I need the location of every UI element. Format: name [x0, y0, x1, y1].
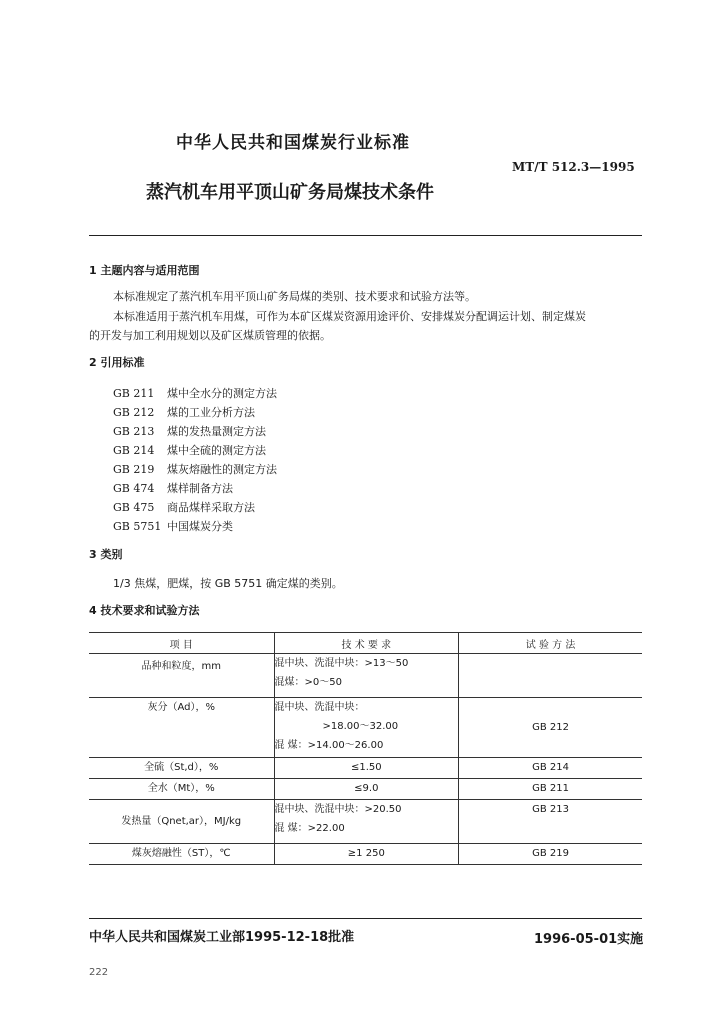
section-3-heading: 3 类别	[89, 548, 123, 561]
table-cell-method: GB 214	[459, 758, 642, 779]
effective-date: 1996-05-01实施	[534, 932, 644, 947]
table-cell-requirement: 混中块、洗混中块： >18.00～32.00 混 煤：>14.00～26.00	[274, 698, 459, 758]
table-header-row	[89, 633, 642, 654]
section-1-para-2: 本标准适用于蒸汽机车用煤，可作为本矿区煤炭资源用途评价、安排煤炭分配调运计划、制定煤炭	[113, 310, 586, 323]
reference-item: GB 212 煤的工业分析方法	[113, 406, 255, 419]
org-standard-title: 中华人民共和国煤炭行业标准	[176, 133, 410, 153]
table-cell-item: 煤灰熔融性（ST），℃	[89, 844, 274, 865]
table-cell-requirement: ≤1.50	[274, 758, 459, 779]
table-cell-method: GB 213	[459, 800, 642, 844]
header-rule	[89, 235, 642, 236]
table-cell-requirement: 混中块、洗混中块：>13～50 混煤：>0～50	[274, 654, 459, 698]
table-cell-method: GB 212	[459, 698, 642, 758]
section-1-para-1: 本标准规定了蒸汽机车用平顶山矿务局煤的类别、技术要求和试验方法等。	[113, 290, 476, 303]
table-row	[89, 698, 642, 758]
table-cell-method: GB 211	[459, 779, 642, 800]
requirements-table	[89, 632, 642, 865]
reference-item: GB 5751 中国煤炭分类	[113, 520, 233, 533]
table-row	[89, 654, 642, 698]
reference-item: GB 474 煤样制备方法	[113, 482, 233, 495]
table-cell-item: 全硫（St,d），%	[89, 758, 274, 779]
section-2-heading: 2 引用标准	[89, 356, 145, 369]
table-row	[89, 779, 642, 800]
table-row	[89, 844, 642, 865]
table-header-requirement: 技 术 要 求	[274, 633, 459, 654]
standard-code: MT/T 512.3—1995	[512, 160, 635, 174]
table-cell-method	[459, 654, 642, 698]
table-cell-item: 品种和粒度，mm	[89, 654, 274, 698]
table-row	[89, 800, 642, 844]
table-cell-requirement: ≥1 250	[274, 844, 459, 865]
reference-item: GB 475 商品煤样采取方法	[113, 501, 255, 514]
table-cell-item: 发热量（Qnet,ar），MJ/kg	[89, 800, 274, 844]
section-3-text: 1/3 焦煤，肥煤，按 GB 5751 确定煤的类别。	[113, 577, 343, 590]
table-row	[89, 758, 642, 779]
section-1-heading: 1 主题内容与适用范围	[89, 264, 200, 277]
document-title: 蒸汽机车用平顶山矿务局煤技术条件	[146, 182, 434, 203]
reference-item: GB 219 煤灰熔融性的测定方法	[113, 463, 277, 476]
section-1-para-2-cont: 的开发与加工利用规划以及矿区煤质管理的依据。	[89, 329, 331, 342]
table-header-method: 试 验 方 法	[459, 633, 642, 654]
table-header-item: 项 目	[89, 633, 274, 654]
page-number: 222	[89, 967, 109, 978]
table-cell-method: GB 219	[459, 844, 642, 865]
section-4-heading: 4 技术要求和试验方法	[89, 604, 200, 617]
approval-text: 中华人民共和国煤炭工业部1995-12-18批准	[89, 930, 355, 945]
reference-item: GB 211 煤中全水分的测定方法	[113, 387, 277, 400]
table-cell-requirement: ≤9.0	[274, 779, 459, 800]
footer-rule	[89, 918, 642, 919]
table-cell-item: 灰分（Ad），%	[89, 698, 274, 758]
table-cell-requirement: 混中块、洗混中块：>20.50 混 煤：>22.00	[274, 800, 459, 844]
reference-item: GB 214 煤中全硫的测定方法	[113, 444, 266, 457]
table-cell-item: 全水（Mt），%	[89, 779, 274, 800]
reference-item: GB 213 煤的发热量测定方法	[113, 425, 266, 438]
